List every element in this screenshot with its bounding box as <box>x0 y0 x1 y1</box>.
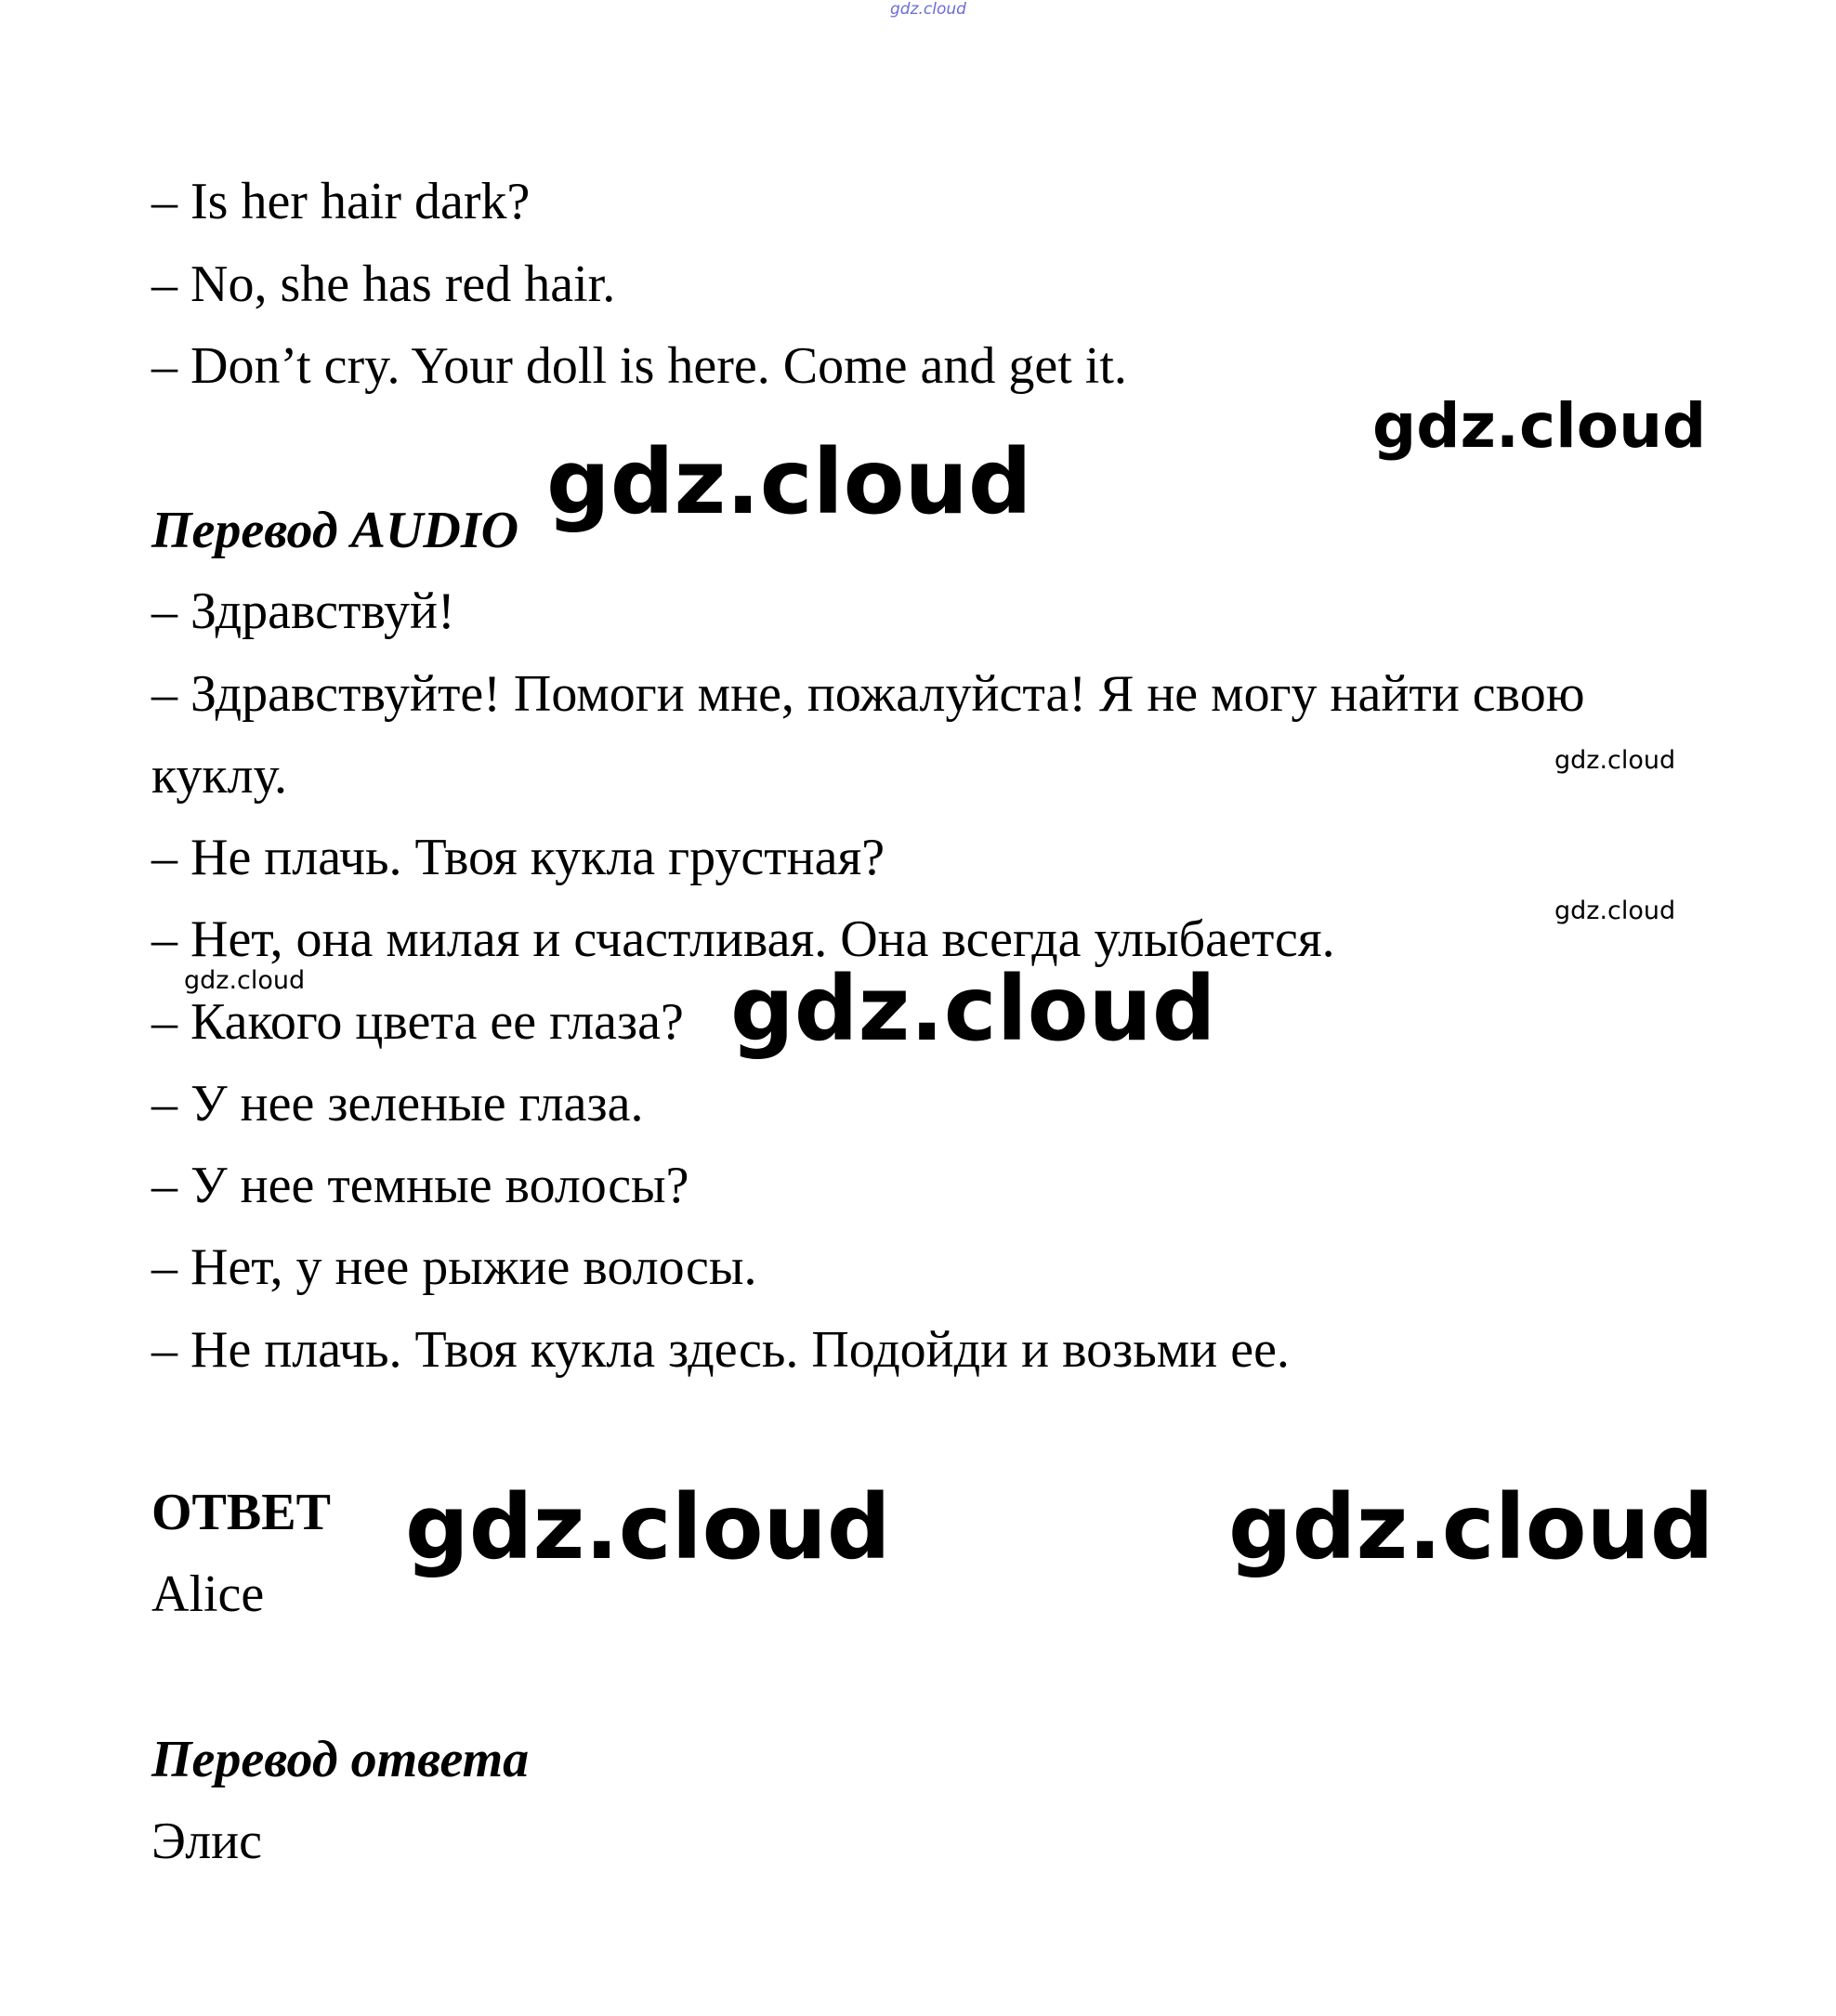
watermark: gdz.cloud <box>1554 897 1676 925</box>
translation-line: – Здравствуй! <box>151 583 455 640</box>
dialogue-line: – No, she has red hair. <box>151 255 616 313</box>
translation-line: – Какого цвета ее глаза? <box>151 993 684 1051</box>
watermark: gdz.cloud <box>1554 746 1676 775</box>
translation-line: – Нет, у нее рыжие волосы. <box>151 1238 757 1296</box>
translation-line: – У нее темные волосы? <box>151 1157 689 1214</box>
watermark: gdz.cloud <box>184 966 306 995</box>
answer-translation-text: Элис <box>151 1813 262 1870</box>
watermark: gdz.cloud <box>1372 390 1707 462</box>
translation-line: – Нет, она милая и счастливая. Она всегда улыбается. <box>151 910 1335 968</box>
dialogue-line: – Is her hair dark? <box>151 173 531 230</box>
answer-text: Alice <box>151 1565 265 1623</box>
watermark: gdz.cloud <box>546 430 1032 534</box>
translation-line: – У нее зеленые глаза. <box>151 1075 644 1132</box>
dialogue-line: – Don’t cry. Your doll is here. Come and get it. <box>151 337 1127 395</box>
watermark: gdz.cloud <box>1228 1475 1714 1579</box>
translation-line: – Здравствуйте! Помоги мне, пожалуйста! Я не могу найти свою <box>151 665 1585 723</box>
translation-line: куклу. <box>151 747 287 805</box>
watermark: gdz.cloud <box>405 1475 891 1579</box>
translation-audio-heading: Перевод AUDIO <box>151 502 519 559</box>
watermark: gdz.cloud <box>730 957 1216 1061</box>
translation-line: – Не плачь. Твоя кукла здесь. Подойди и возьми ее. <box>151 1321 1290 1379</box>
watermark-top: gdz.cloud <box>890 0 966 19</box>
translation-line: – Не плачь. Твоя кукла грустная? <box>151 829 885 886</box>
answer-heading: ОТВЕТ <box>151 1484 331 1541</box>
answer-translation-heading: Перевод ответа <box>151 1731 530 1788</box>
